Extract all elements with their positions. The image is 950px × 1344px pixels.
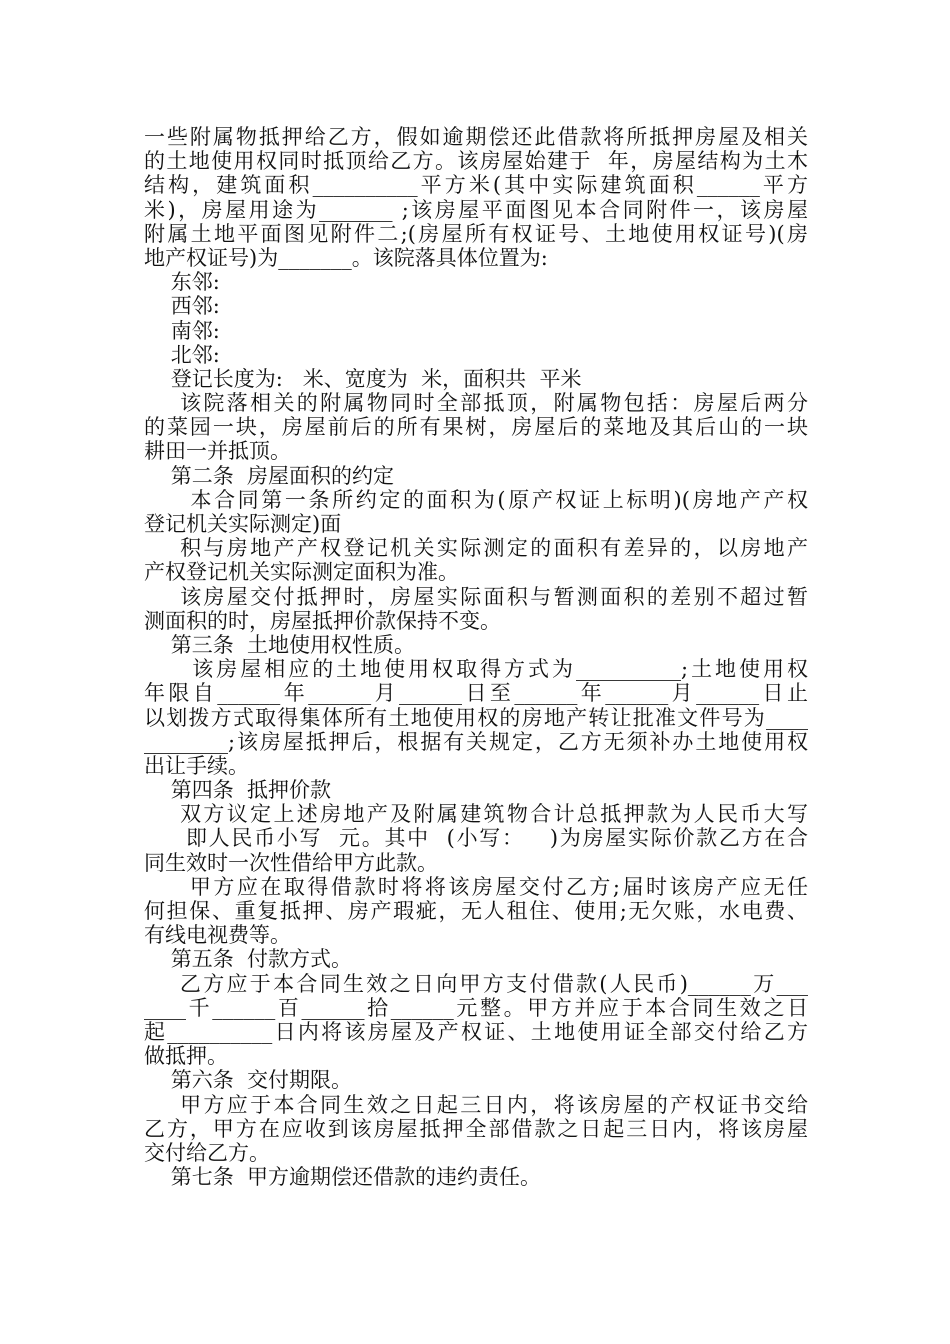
document-line: 附属土地平面图见附件二;(房屋所有权证号、土地使用权证号)(房 xyxy=(144,221,808,246)
document-line: 耕田一并抵顶。 xyxy=(144,439,291,464)
document-line: 一些附属物抵押给乙方，假如逾期偿还此借款将所抵押房屋及相关 xyxy=(144,125,808,149)
document-line: 测面积的时，房屋抵押价款保持不变。 xyxy=(144,608,501,633)
document-line: 该房屋相应的土地使用权取得方式为__________;土地使用权 xyxy=(144,657,808,682)
document-line: 做抵押。 xyxy=(144,1044,228,1069)
document-line: 第七条 甲方逾期偿还借款的违约责任。 xyxy=(144,1165,542,1190)
document-line: ________;该房屋抵押后，根据有关规定，乙方无须补办土地使用权 xyxy=(144,729,808,754)
document-line: 积与房地产产权登记机关实际测定的面积有差异的，以房地产 xyxy=(144,536,808,561)
document-line: 甲方应于本合同生效之日起三日内，将该房屋的产权证书交给 xyxy=(144,1092,808,1117)
document-line: 该院落相关的附属物同时全部抵顶，附属物包括：房屋后两分 xyxy=(144,391,808,416)
document-line: 乙方应于本合同生效之日向甲方支付借款(人民币)______万___ xyxy=(144,971,808,996)
document-line: 米)，房屋用途为_______ ;该房屋平面图见本合同附件一，该房屋 xyxy=(144,197,808,222)
document-line: 乙方，甲方在应收到该房屋抵押全部借款之日起三日内，将该房屋 xyxy=(144,1116,808,1141)
document-line: 以划拨方式取得集体所有土地使用权的房地产转让批准文件号为____ xyxy=(144,705,808,730)
document-line: 出让手续。 xyxy=(144,753,249,778)
document-line: 年限自______年______月______日至______年______月______日止 xyxy=(144,681,808,706)
document-line: 东邻: xyxy=(144,270,220,295)
document-line: 起__________日内将该房屋及产权证、土地使用证全部交付给乙方 xyxy=(144,1019,808,1044)
document-line: 地产权证号)为_______。该院落具体位置为: xyxy=(144,245,548,270)
document-line: 第六条 交付期限。 xyxy=(144,1068,353,1093)
document-line: 的土地使用权同时抵顶给乙方。该房屋始建于 年，房屋结构为土木 xyxy=(144,149,808,174)
document-line: 登记长度为: 米、宽度为 米，面积共 平米 xyxy=(144,366,582,391)
document-line: 第三条 土地使用权性质。 xyxy=(144,632,416,657)
document-line: 交付给乙方。 xyxy=(144,1140,270,1165)
document-line: 南邻: xyxy=(144,318,220,343)
document-line: 第四条 抵押价款 xyxy=(144,778,332,803)
document-line: 有线电视费等。 xyxy=(144,923,291,948)
document-line: 西邻: xyxy=(144,294,220,319)
document-line: 结构，建筑面积__________平方米(其中实际建筑面积______平方 xyxy=(144,173,808,198)
document-line: 双方议定上述房地产及附属建筑物合计总抵押款为人民币大写 xyxy=(144,802,808,827)
document-line: 何担保、重复抵押、房产瑕疵，无人租住、使用;无欠账，水电费、 xyxy=(144,899,808,923)
document-line: 本合同第一条所约定的面积为(原产权证上标明)(房地产产权 xyxy=(144,487,808,512)
document-line: 第五条 付款方式。 xyxy=(144,947,353,972)
document-line: 第二条 房屋面积的约定 xyxy=(144,463,395,488)
document-line: 北邻: xyxy=(144,342,220,367)
document-line: ____千______百______拾______元整。甲方并应于本合同生效之日 xyxy=(144,995,808,1020)
document-line: 的菜园一块，房屋前后的所有果树，房屋后的菜地及其后山的一块 xyxy=(144,415,808,440)
document-line: 同生效时一次性借给甲方此款。 xyxy=(144,850,438,875)
document-line: 甲方应在取得借款时将将该房屋交付乙方;届时该房产应无任 xyxy=(144,874,808,899)
document-line: 登记机关实际测定)面 xyxy=(144,512,342,536)
document-line: 该房屋交付抵押时，房屋实际面积与暂测面积的差别不超过暂 xyxy=(144,584,808,609)
contract-body-text xyxy=(144,125,808,1189)
document-line: 即人民币小写 元。其中 (小写： )为房屋实际价款乙方在合 xyxy=(144,826,808,851)
document-line: 产权登记机关实际测定面积为准。 xyxy=(144,560,459,585)
